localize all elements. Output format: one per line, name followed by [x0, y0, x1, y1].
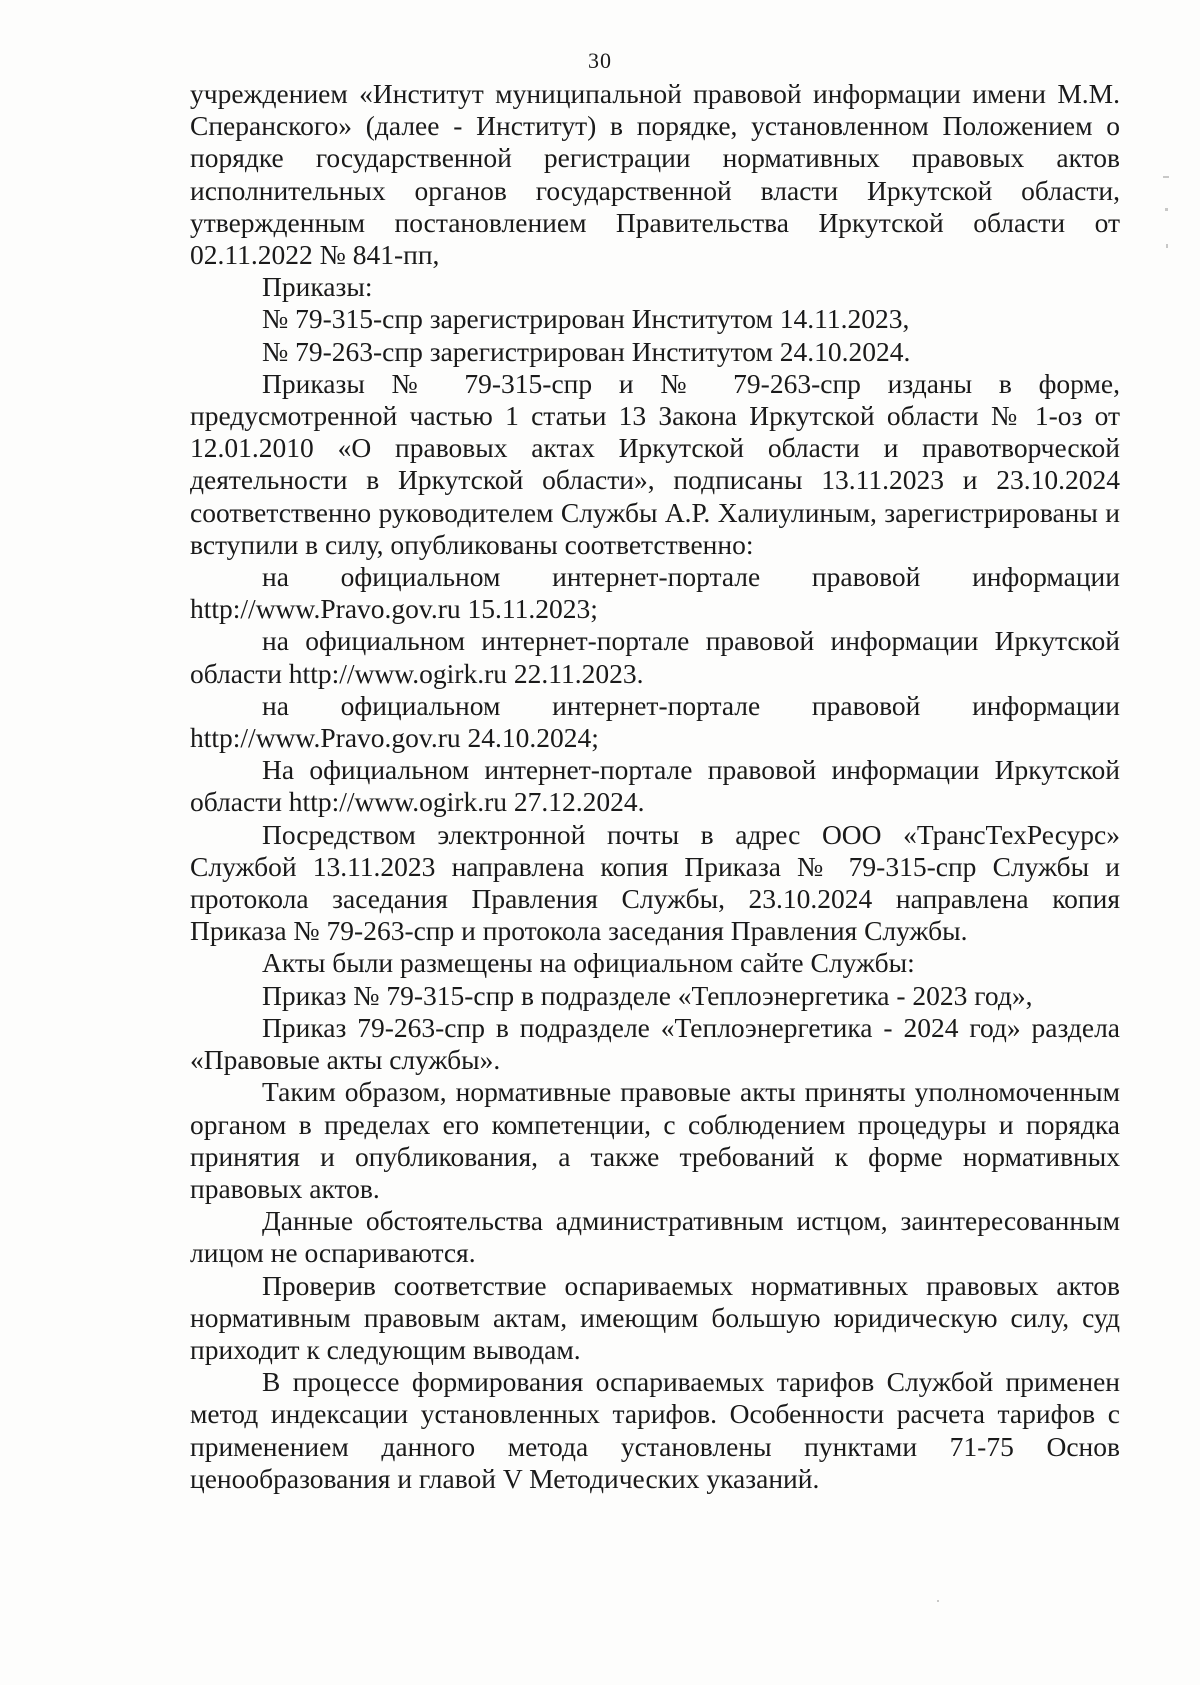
- scan-speck: [1163, 176, 1169, 178]
- paragraph-publication-ogirk-2023: на официальном интернет-портале правовой информации Иркутской области http://www.ogirk.ru 22.11.2023.: [190, 625, 1120, 689]
- scan-speck: [1165, 208, 1168, 211]
- paragraph-indexation-method: В процессе формирования оспариваемых тарифов Службой применен метод индексации установленных тарифов. Особенности расчета тарифов с применением данного метода установлены пунктами 71-75 Основ ценообразования и главой V Методических указаний.: [190, 1366, 1120, 1494]
- paragraph-order-315-subsection: Приказ № 79-315-спр в подразделе «Теплоэнергетика - 2023 год»,: [262, 979, 1033, 1011]
- paragraph-order-263-registered: № 79-263-спр зарегистрирован Институтом 24.10.2024.: [262, 335, 911, 367]
- page-number: 30: [588, 48, 612, 73]
- paragraph-not-disputed: Данные обстоятельства административным истцом, заинтересованным лицом не оспариваются.: [190, 1205, 1120, 1269]
- paragraph-conclusion-competence: Таким образом, нормативные правовые акты приняты уполномоченным органом в пределах его компетенции, с соблюдением процедуры и порядка принятия и опубликования, а также требований к форме нормативных правовых актов.: [190, 1076, 1120, 1204]
- paragraph-compliance-check: Проверив соответствие оспариваемых нормативных правовых актов нормативным правовым актам, имеющим большую юридическую силу, суд приходит к следующим выводам.: [190, 1269, 1120, 1365]
- paragraph-email-copies: Посредством электронной почты в адрес ООО «ТрансТехРесурс» Службой 13.11.2023 направлена копия Приказа № 79-315-спр Службы и протокола заседания Правления Службы, 23.10.2024 направлена копия Приказа № 79-263-спр и протокола заседания Правления Службы.: [190, 818, 1120, 947]
- paragraph-publication-ogirk-2024: На официальном интернет-портале правовой информации Иркутской области http://www.ogirk.ru 27.12.2024.: [190, 754, 1120, 818]
- paragraph-registration-procedure: учреждением «Институт муниципальной правовой информации имени М.М. Сперанского» (далее - Институт) в порядке, установленном Положением о порядке государственной регистрации нормативных правовых актов исполнительных органов государственной власти Иркутской области, утвержденным постановлением Правительства Иркутской области от 02.11.2022 № 841-пп,: [190, 78, 1120, 271]
- scan-speck: [937, 1600, 939, 1602]
- paragraph-order-315-registered: № 79-315-спр зарегистрирован Институтом 14.11.2023,: [262, 303, 910, 335]
- paragraph-publication-pravo-2023: на официальном интернет-портале правовой информации http://www.Pravo.gov.ru 15.11.2023;: [190, 561, 1120, 625]
- paragraph-orders-form: Приказы № 79-315-спр и № 79-263-спр изданы в форме, предусмотренной частью 1 статьи 13 Закона Иркутской области № 1-оз от 12.01.2010 «О правовых актах Иркутской области и правотворческой деятельности в Иркутской области», подписаны 13.11.2023 и 23.10.2024 соответственно руководителем Службы А.Р. Халиулиным, зарегистрированы и вступили в силу, опубликованы соответственно:: [190, 367, 1120, 560]
- document-body: [190, 78, 1120, 1495]
- paragraph-publication-pravo-2024: на официальном интернет-портале правовой информации http://www.Pravo.gov.ru 24.10.2024;: [190, 689, 1120, 754]
- paragraph-acts-posted: Акты были размещены на официальном сайте Службы:: [262, 947, 915, 979]
- paragraph-order-263-subsection: Приказ 79-263-спр в подразделе «Теплоэнергетика - 2024 год» раздела «Правовые акты службы».: [190, 1011, 1120, 1076]
- scan-speck: [1166, 244, 1168, 248]
- paragraph-orders-heading: Приказы:: [262, 271, 373, 303]
